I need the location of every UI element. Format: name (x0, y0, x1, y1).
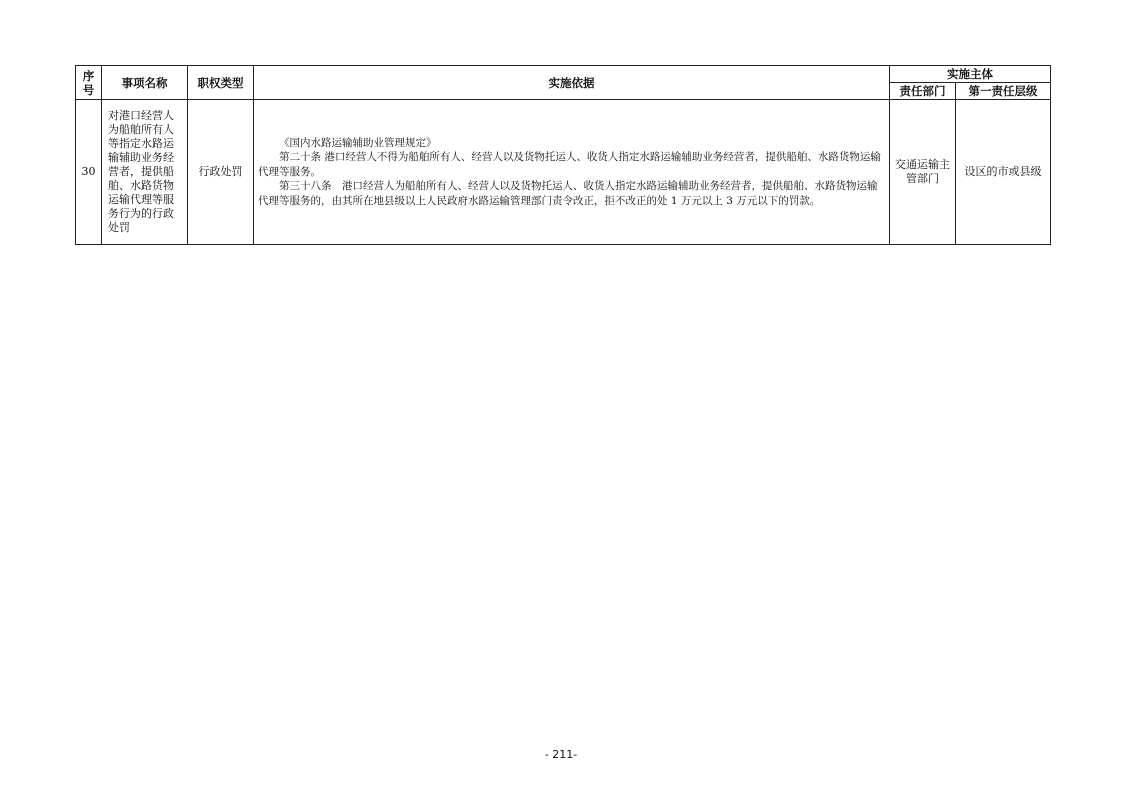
page-number: - 211- (544, 748, 578, 761)
row-seq: 30 (76, 100, 102, 245)
header-basis: 实施依据 (254, 66, 890, 100)
header-item-name: 事项名称 (102, 66, 188, 100)
basis-article-38: 第三十八条 港口经营人为船舶所有人、经营人以及货物托运人、收货人指定水路运输辅助业务经营者，提供船舶、水路货物运输代理等服务的，由其所在地县级以上人民政府水路运输管理部门责令改正，拒不改正的处 1 万元以上 3 万元以下的罚款。 (258, 180, 878, 207)
row-resp-dept: 交通运输主管部门 (890, 100, 956, 245)
header-resp-dept: 责任部门 (890, 83, 956, 100)
row-power-type: 行政处罚 (188, 100, 254, 245)
row-basis (254, 100, 890, 245)
table-row (76, 100, 1051, 245)
header-first-level: 第一责任层级 (956, 83, 1051, 100)
row-item-name: 对港口经营人为船舶所有人等指定水路运输辅助业务经营者，提供船舶、水路货物运输代理等服务行为的行政处罚 (102, 100, 188, 245)
basis-article-20: 第二十条 港口经营人不得为船舶所有人、经营人以及货物托运人、收货人指定水路运输辅助业务经营者，提供船舶、水路货物运输代理等服务。 (258, 151, 881, 178)
header-power-type: 职权类型 (188, 66, 254, 100)
basis-regulation-title: 《国内水路运输辅助业管理规定》 (279, 136, 437, 149)
matter-table (75, 65, 1051, 245)
header-seq: 序 号 (76, 66, 102, 100)
header-subject: 实施主体 (890, 66, 1051, 83)
row-first-level: 设区的市或县级 (956, 100, 1051, 245)
